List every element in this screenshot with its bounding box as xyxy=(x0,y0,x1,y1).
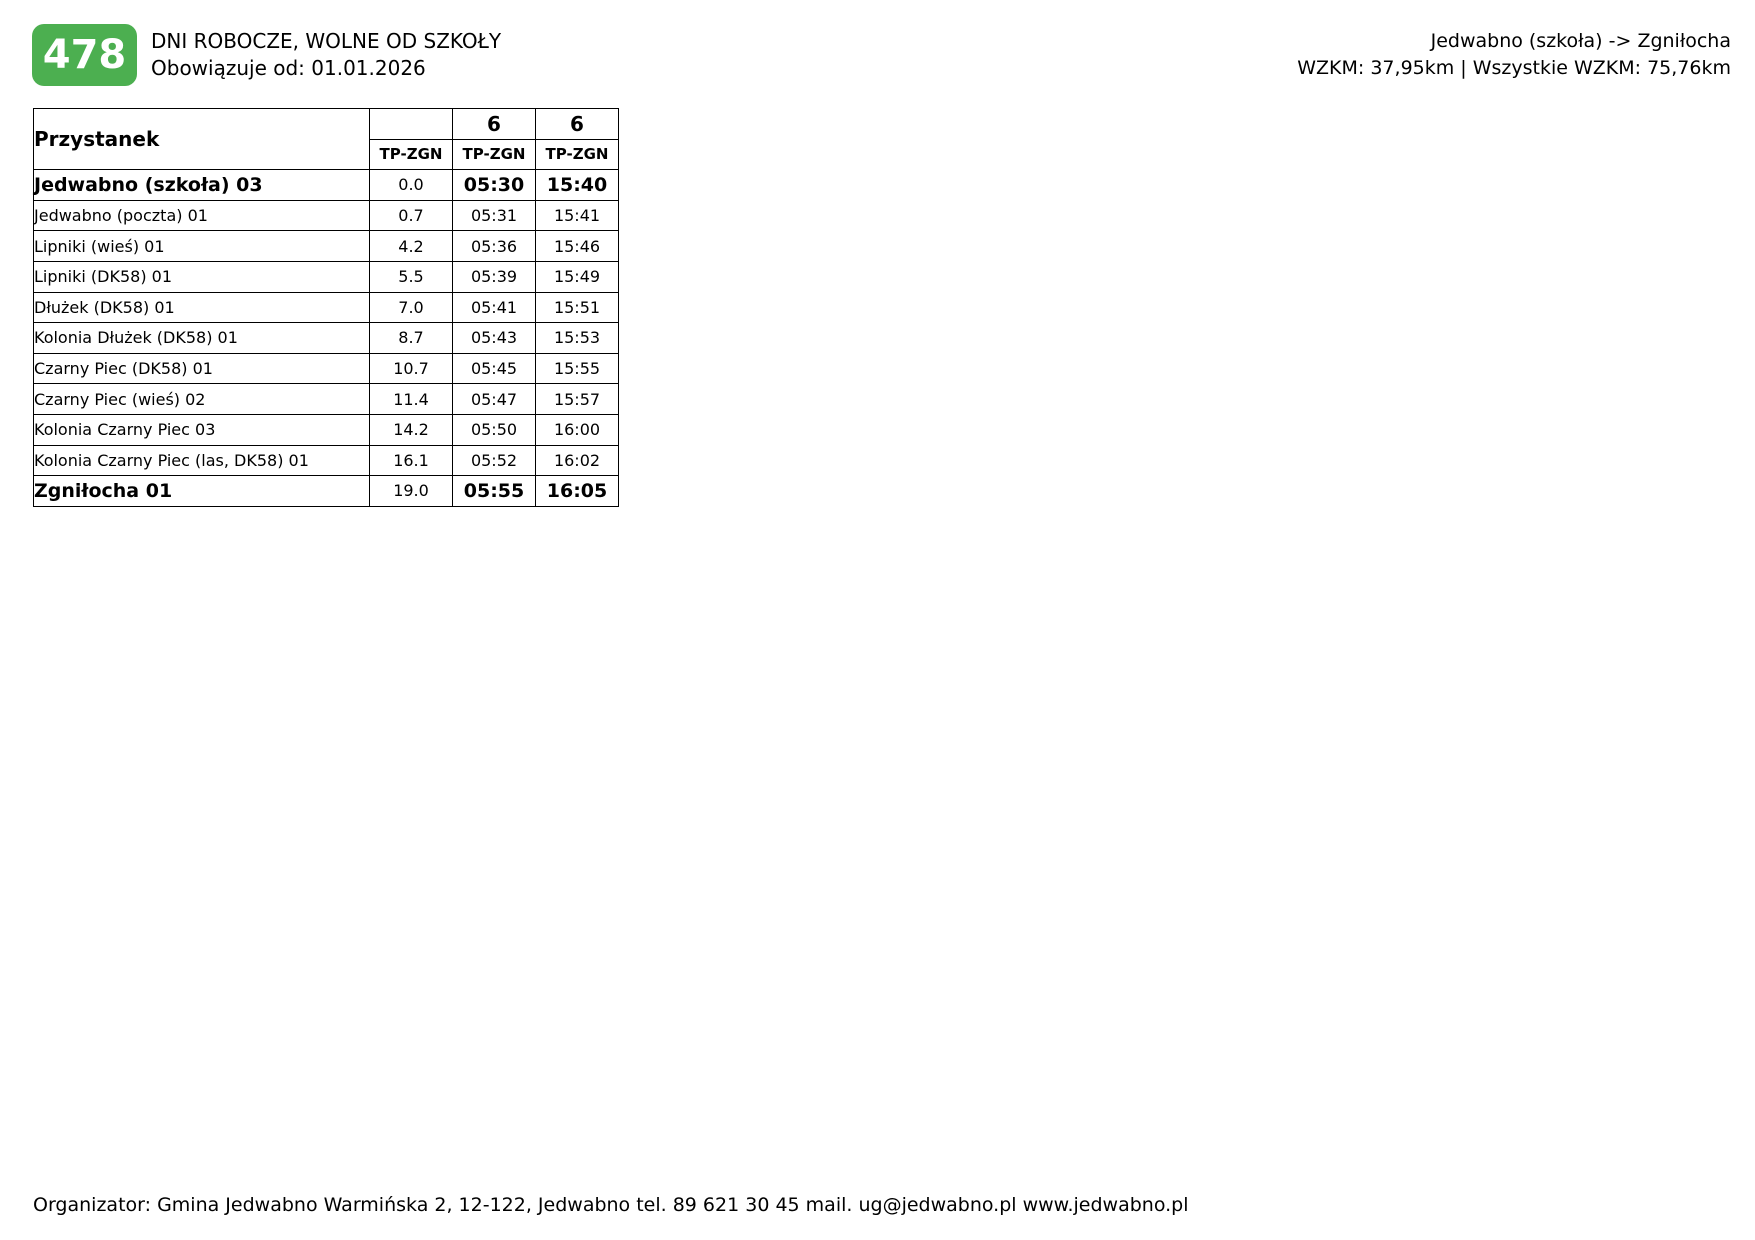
stop-distance: 10.7 xyxy=(370,353,453,384)
departure-time: 05:52 xyxy=(453,445,536,476)
departure-time: 05:36 xyxy=(453,231,536,262)
departure-time: 05:41 xyxy=(453,292,536,323)
stop-distance: 0.0 xyxy=(370,170,453,201)
table-row xyxy=(34,414,619,445)
stop-distance: 7.0 xyxy=(370,292,453,323)
departure-time: 15:49 xyxy=(536,261,619,292)
table-row xyxy=(34,261,619,292)
departure-time: 15:55 xyxy=(536,353,619,384)
departure-time: 16:00 xyxy=(536,414,619,445)
departure-time: 05:43 xyxy=(453,323,536,354)
stop-distance: 19.0 xyxy=(370,476,453,507)
departure-time: 05:47 xyxy=(453,384,536,415)
route-info xyxy=(1297,28,1731,82)
table-row xyxy=(34,323,619,354)
table-row xyxy=(34,200,619,231)
stop-name: Jedwabno (poczta) 01 xyxy=(34,200,370,231)
organizer-footer: Organizator: Gmina Jedwabno Warmińska 2, 12-122, Jedwabno tel. 89 621 30 45 mail. ug@jedwabno.pl www.jedwabno.pl xyxy=(33,1194,1189,1216)
departure-time: 05:31 xyxy=(453,200,536,231)
table-row xyxy=(34,476,619,507)
table-row xyxy=(34,231,619,262)
stop-name: Kolonia Dłużek (DK58) 01 xyxy=(34,323,370,354)
timetable xyxy=(33,108,619,507)
stop-name: Kolonia Czarny Piec (las, DK58) 01 xyxy=(34,445,370,476)
route-stats: WZKM: 37,95km | Wszystkie WZKM: 75,76km xyxy=(1297,57,1731,79)
stop-name: Lipniki (wieś) 01 xyxy=(34,231,370,262)
stop-name: Kolonia Czarny Piec 03 xyxy=(34,414,370,445)
km-variant-header: TP-ZGN xyxy=(370,139,453,170)
km-column-header-blank xyxy=(370,109,453,140)
course-variant: TP-ZGN xyxy=(536,139,619,170)
departure-time: 05:55 xyxy=(453,476,536,507)
route-number-badge xyxy=(32,24,137,86)
departure-time: 16:02 xyxy=(536,445,619,476)
stop-name: Czarny Piec (DK58) 01 xyxy=(34,353,370,384)
schedule-header xyxy=(151,28,501,82)
departure-time: 16:05 xyxy=(536,476,619,507)
stop-distance: 4.2 xyxy=(370,231,453,262)
valid-from: Obowiązuje od: 01.01.2026 xyxy=(151,56,426,80)
departure-time: 05:50 xyxy=(453,414,536,445)
stop-distance: 5.5 xyxy=(370,261,453,292)
departure-time: 15:40 xyxy=(536,170,619,201)
table-row xyxy=(34,445,619,476)
stop-distance: 16.1 xyxy=(370,445,453,476)
stop-distance: 11.4 xyxy=(370,384,453,415)
course-number-row xyxy=(34,109,619,140)
departure-time: 15:46 xyxy=(536,231,619,262)
departure-time: 15:41 xyxy=(536,200,619,231)
departure-time: 15:53 xyxy=(536,323,619,354)
departure-time: 15:51 xyxy=(536,292,619,323)
table-row xyxy=(34,292,619,323)
stop-name: Lipniki (DK58) 01 xyxy=(34,261,370,292)
table-row xyxy=(34,353,619,384)
course-number: 6 xyxy=(453,109,536,140)
stop-name: Czarny Piec (wieś) 02 xyxy=(34,384,370,415)
stop-name: Zgniłocha 01 xyxy=(34,476,370,507)
departure-time: 05:30 xyxy=(453,170,536,201)
day-type: DNI ROBOCZE, WOLNE OD SZKOŁY xyxy=(151,29,502,53)
departure-time: 15:57 xyxy=(536,384,619,415)
course-number: 6 xyxy=(536,109,619,140)
stop-distance: 14.2 xyxy=(370,414,453,445)
route-direction: Jedwabno (szkoła) -> Zgniłocha xyxy=(1430,30,1731,52)
table-row xyxy=(34,384,619,415)
stop-name: Jedwabno (szkoła) 03 xyxy=(34,170,370,201)
table-row xyxy=(34,170,619,201)
course-variant: TP-ZGN xyxy=(453,139,536,170)
timetable-body xyxy=(34,170,619,507)
route-number: 478 xyxy=(42,32,127,78)
departure-time: 05:45 xyxy=(453,353,536,384)
stop-distance: 0.7 xyxy=(370,200,453,231)
departure-time: 05:39 xyxy=(453,261,536,292)
stop-name: Dłużek (DK58) 01 xyxy=(34,292,370,323)
stop-distance: 8.7 xyxy=(370,323,453,354)
stop-column-header: Przystanek xyxy=(34,109,370,170)
